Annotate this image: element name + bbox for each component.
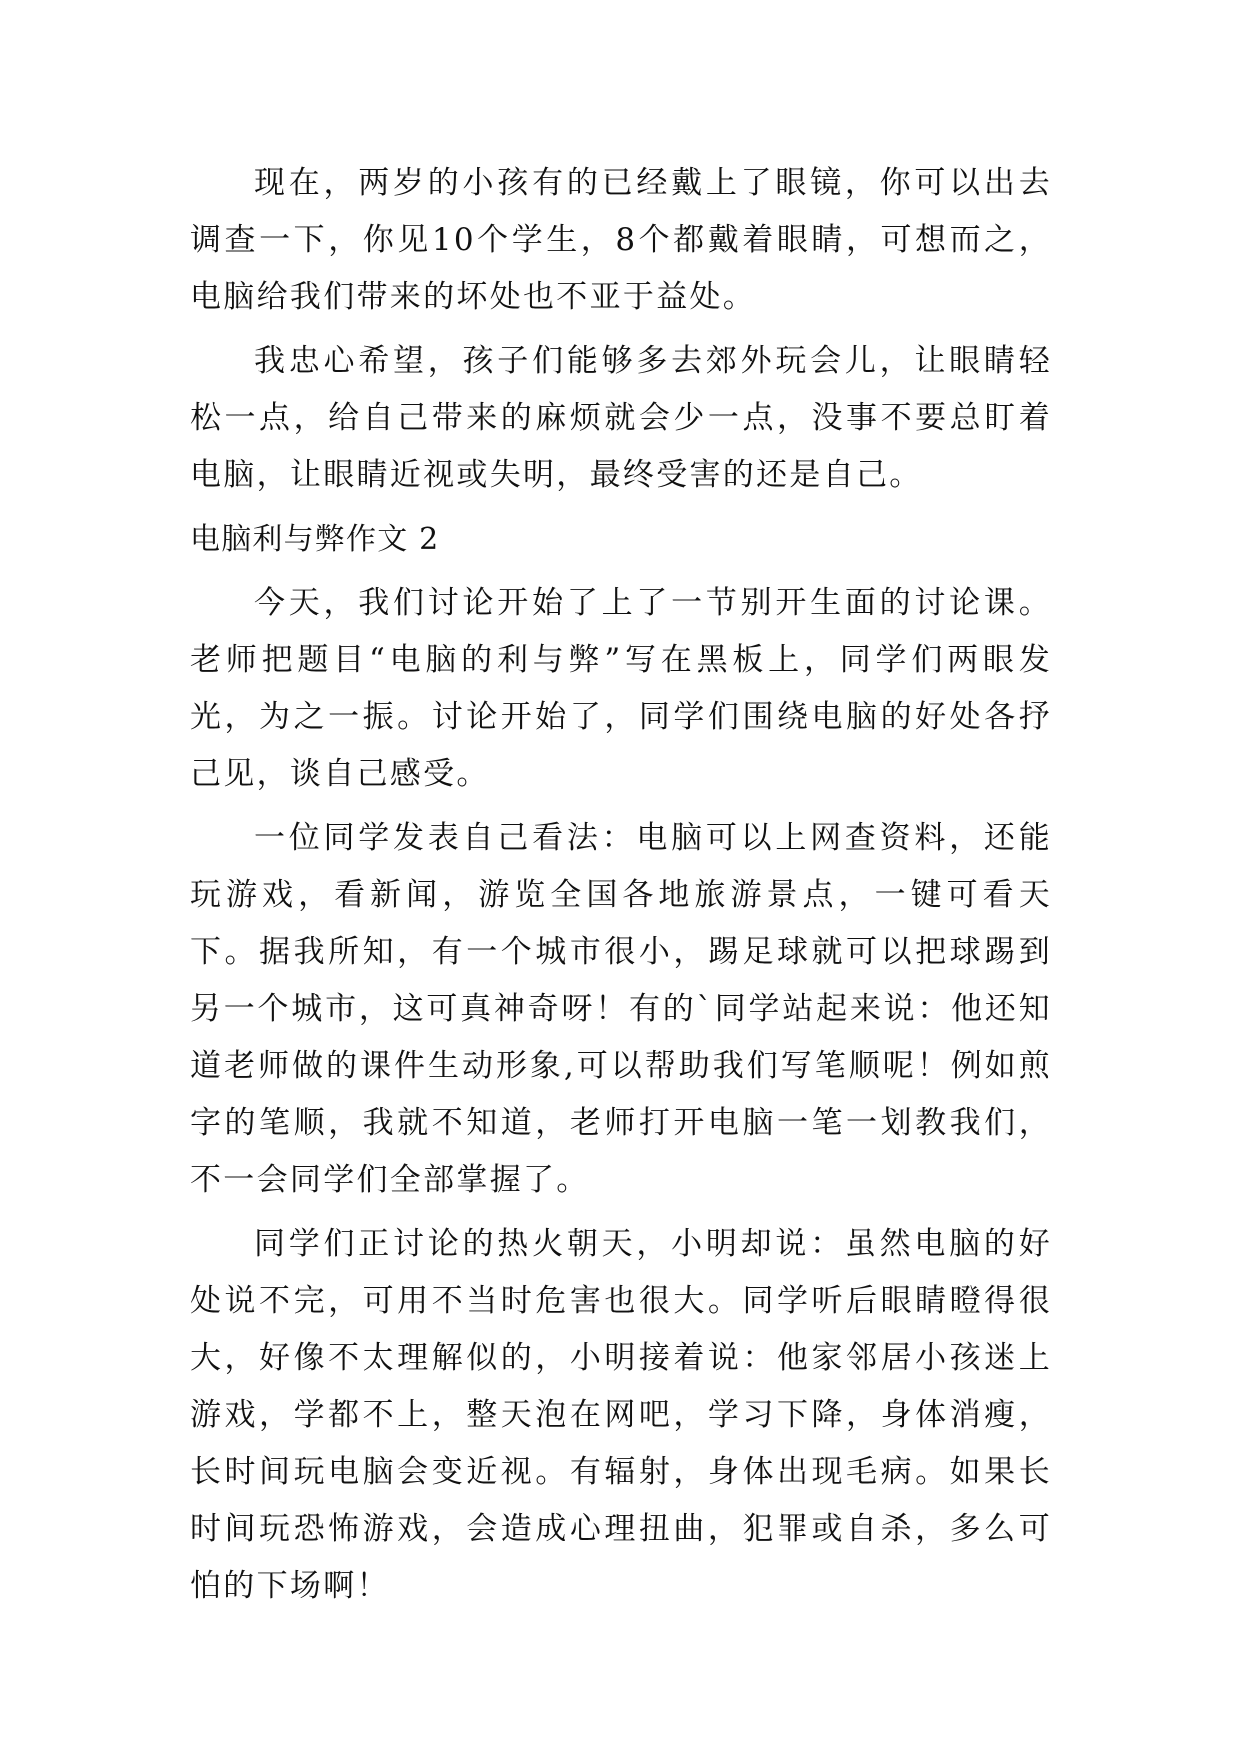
section-heading: 电脑利与弊作文 2 (190, 522, 440, 557)
paragraph-1: 现在，两岁的小孩有的已经戴上了眼镜，你可以出去调查一下，你见10个学生，8个都戴着眼睛，可想而之，电脑给我们带来的坏处也不亚于益处。 (190, 165, 1052, 315)
paragraph-5: 同学们正讨论的热火朝天，小明却说：虽然电脑的好处说不完，可用不当时危害也很大。同学听后眼睛瞪得很大，好像不太理解似的，小明接着说：他家邻居小孩迷上游戏，学都不上，整天泡在网吧，学习下降，身体消瘦，长时间玩电脑会变近视。有辐射，身体出现毛病。如果长时间玩恐怖游戏，会造成心理扭曲，犯罪或自杀，多么可怕的下场啊！ (190, 1226, 1052, 1604)
document-page (190, 155, 1052, 1622)
paragraph-2: 我忠心希望，孩子们能够多去郊外玩会儿，让眼睛轻松一点，给自己带来的麻烦就会少一点，没事不要总盯着电脑，让眼睛近视或失明，最终受害的还是自己。 (190, 343, 1052, 493)
paragraph-4: 一位同学发表自己看法：电脑可以上网查资料，还能玩游戏，看新闻，游览全国各地旅游景点，一键可看天下。据我所知，有一个城市很小，踢足球就可以把球踢到另一个城市，这可真神奇呀！有的`同学站起来说：他还知道老师做的课件生动形象,可以帮助我们写笔顺呢！例如煎字的笔顺，我就不知道，老师打开电脑一笔一划教我们，不一会同学们全部掌握了。 (190, 820, 1052, 1198)
paragraph-3: 今天，我们讨论开始了上了一节别开生面的讨论课。老师把题目“电脑的利与弊”写在黑板上，同学们两眼发光，为之一振。讨论开始了，同学们围绕电脑的好处各抒己见，谈自己感受。 (190, 585, 1052, 792)
